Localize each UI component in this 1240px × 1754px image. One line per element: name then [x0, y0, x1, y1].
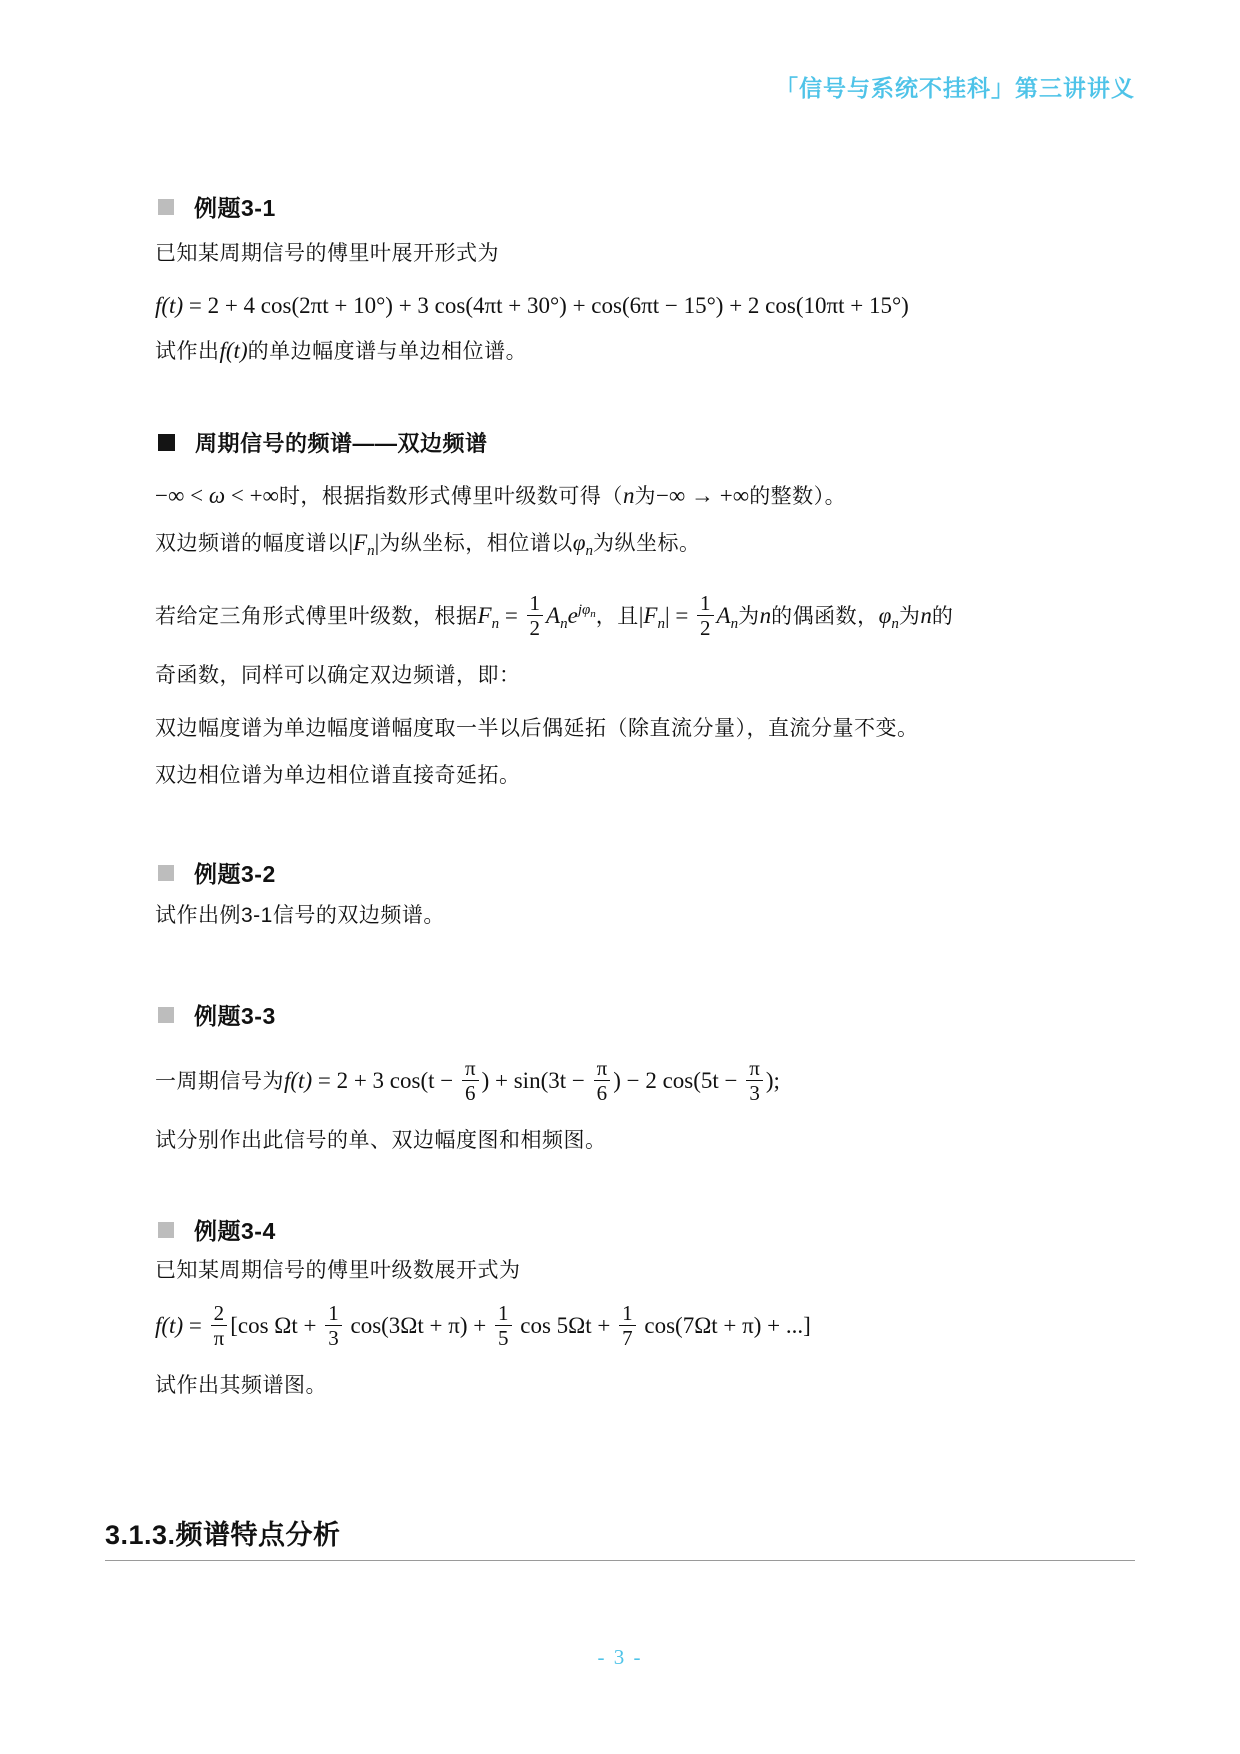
- math-variable: A: [716, 603, 731, 629]
- example-3-4-heading: [158, 1213, 276, 1246]
- fraction-denominator: 3: [749, 1081, 760, 1106]
- fraction: [527, 591, 544, 640]
- gray-square-bullet-icon: [158, 199, 174, 215]
- math-expression: | =: [664, 603, 695, 629]
- bilateral-paragraph-line-6: 双边相位谱为单边相位谱直接奇延拓。: [155, 764, 521, 787]
- math-variable: f(t): [284, 1068, 313, 1094]
- math-expression: = 2 + 4 cos(2πt + 10°) + 3 cos(4πt + 30°) + cos(6πt − 15°) + 2 cos(10πt + 15°): [183, 293, 909, 318]
- fraction: [495, 1301, 512, 1350]
- text-run: 为纵坐标。: [593, 532, 701, 555]
- black-square-bullet-icon: [158, 434, 175, 451]
- fraction: [325, 1301, 342, 1350]
- fraction-denominator: 6: [465, 1081, 476, 1106]
- fraction: [211, 1301, 228, 1350]
- fraction-denominator: 7: [622, 1326, 633, 1351]
- fraction-denominator: 2: [700, 616, 711, 641]
- fraction-numerator: 1: [697, 591, 714, 616]
- fraction-numerator: 1: [527, 591, 544, 616]
- math-variable: n: [920, 603, 932, 629]
- example-3-3-outro: 试分别作出此信号的单、双边幅度图和相频图。: [155, 1129, 607, 1152]
- fraction-denominator: 6: [596, 1081, 608, 1106]
- math-expression: ) + sin(3t −: [481, 1068, 591, 1094]
- section-3-1-3-heading: 3.1.3.频谱特点分析: [105, 1520, 341, 1550]
- math-variable: f(t): [155, 293, 184, 318]
- math-variable: φ: [572, 530, 586, 555]
- text-run: 的单边幅度谱与单边相位谱。: [247, 340, 528, 363]
- math-expression: cos 5Ωt +: [514, 1313, 617, 1339]
- fraction: [697, 591, 714, 640]
- fraction: [619, 1301, 636, 1350]
- example-3-4-title: 例题3-4: [194, 1218, 276, 1244]
- gray-square-bullet-icon: [158, 1007, 174, 1023]
- fraction-numerator: 1: [495, 1301, 512, 1326]
- text-run: 若给定三角形式傅里叶级数，根据: [155, 605, 478, 629]
- math-variable: F: [643, 603, 658, 629]
- example-3-3-formula: [155, 1058, 780, 1107]
- bilateral-paragraph-line-2: [155, 528, 701, 566]
- math-expression: [cos Ωt +: [230, 1313, 323, 1339]
- math-variable: f(t): [219, 338, 248, 363]
- math-expression: |: [348, 530, 354, 555]
- fraction: [746, 1056, 763, 1105]
- horizontal-rule: [105, 1560, 1135, 1561]
- example-3-3-title: 例题3-3: [194, 1003, 276, 1029]
- math-expression: );: [765, 1068, 780, 1094]
- math-expression: −∞ → +∞: [655, 483, 750, 508]
- text-run: 为: [634, 485, 656, 508]
- math-expression: =: [499, 603, 524, 629]
- math-subscript: n: [657, 616, 665, 633]
- fraction-denominator: 3: [328, 1326, 339, 1351]
- fraction-numerator: 1: [325, 1301, 342, 1326]
- fraction: [462, 1056, 479, 1105]
- fraction-denominator: 2: [529, 616, 541, 641]
- example-3-4-formula: [155, 1303, 811, 1352]
- text-run: ，且: [595, 605, 639, 629]
- math-expression: =: [183, 1313, 208, 1339]
- text-run: 的: [931, 605, 954, 629]
- math-expression: |: [638, 603, 644, 629]
- bilateral-paragraph-line-5: 双边幅度谱为单边幅度谱幅度取一半以后偶延拓（除直流分量），直流分量不变。: [155, 717, 919, 740]
- example-3-4-outro: 试作出其频谱图。: [155, 1374, 327, 1397]
- example-3-1-title: 例题3-1: [194, 195, 276, 221]
- math-superscript: jφ: [577, 602, 591, 619]
- math-subscript: n: [891, 616, 899, 633]
- bilateral-paragraph-line-4: 奇函数，同样可以确定双边频谱，即：: [155, 664, 521, 687]
- bilateral-paragraph-line-1: [155, 481, 846, 512]
- math-variable: A: [546, 603, 561, 629]
- text-run: 试作出: [155, 340, 220, 363]
- math-subscript: n: [730, 616, 739, 633]
- gray-square-bullet-icon: [158, 865, 174, 881]
- math-variable: f(t): [155, 1313, 184, 1339]
- fraction-numerator: π: [746, 1056, 763, 1081]
- math-variable: e: [567, 603, 578, 629]
- example-3-4-intro: 已知某周期信号的傅里叶级数展开式为: [155, 1259, 521, 1282]
- math-variable: ω: [208, 483, 226, 508]
- text-run: 为: [898, 605, 921, 629]
- math-expression: = 2 + 3 cos(t −: [312, 1068, 459, 1094]
- bilateral-section-title: 周期信号的频谱——双边频谱: [195, 431, 488, 456]
- text-run: 的整数）。: [749, 485, 847, 508]
- example-3-1-formula: [155, 291, 909, 322]
- example-3-2-title: 例题3-2: [194, 861, 276, 887]
- math-subscript: n: [585, 543, 594, 559]
- math-expression: |: [374, 530, 380, 555]
- example-3-2-body: 试作出例3-1信号的双边频谱。: [155, 904, 445, 927]
- text-run: 为纵坐标，相位谱以: [379, 532, 573, 555]
- math-expression: ) − 2 cos(5t −: [613, 1068, 744, 1094]
- math-variable: φ: [878, 603, 892, 629]
- fraction-numerator: π: [462, 1056, 479, 1081]
- math-superscript-subscript: n: [590, 608, 596, 621]
- fraction-denominator: 5: [498, 1326, 509, 1351]
- fraction-numerator: 2: [211, 1301, 228, 1326]
- bilateral-paragraph-line-3: [155, 593, 953, 642]
- math-subscript: n: [367, 543, 375, 559]
- bilateral-spectrum-heading: [158, 427, 488, 458]
- text-run: 为: [738, 605, 760, 629]
- math-expression: −∞ <: [155, 483, 209, 508]
- math-variable: n: [759, 603, 772, 629]
- page-header-title: 「信号与系统不挂科」第三讲讲义: [775, 76, 1135, 101]
- fraction-numerator: π: [594, 1056, 611, 1081]
- fraction-numerator: 1: [619, 1301, 636, 1326]
- fraction-denominator: π: [213, 1326, 225, 1351]
- example-3-1-heading: [158, 190, 276, 223]
- example-3-1-intro: 已知某周期信号的傅里叶展开形式为: [155, 242, 499, 265]
- example-3-2-heading: [158, 856, 276, 889]
- math-subscript: n: [560, 616, 568, 633]
- math-variable: F: [353, 530, 368, 555]
- example-3-1-outro: [155, 336, 527, 367]
- page-number: - 3 -: [597, 1645, 643, 1669]
- text-run: 一周期信号为: [155, 1070, 284, 1094]
- gray-square-bullet-icon: [158, 1222, 174, 1238]
- math-expression: < +∞: [225, 483, 279, 508]
- math-variable: F: [477, 603, 492, 629]
- math-expression: cos(3Ωt + π) +: [344, 1313, 492, 1339]
- math-variable: n: [622, 483, 635, 508]
- math-expression: cos(7Ωt + π) + ...]: [638, 1313, 811, 1339]
- math-subscript: n: [491, 616, 500, 633]
- text-run: 时，根据指数形式傅里叶级数可得（: [278, 485, 623, 508]
- example-3-3-heading: [158, 998, 276, 1031]
- text-run: 的偶函数，: [771, 605, 879, 629]
- text-run: 双边频谱的幅度谱以: [155, 532, 349, 555]
- fraction: [594, 1056, 611, 1105]
